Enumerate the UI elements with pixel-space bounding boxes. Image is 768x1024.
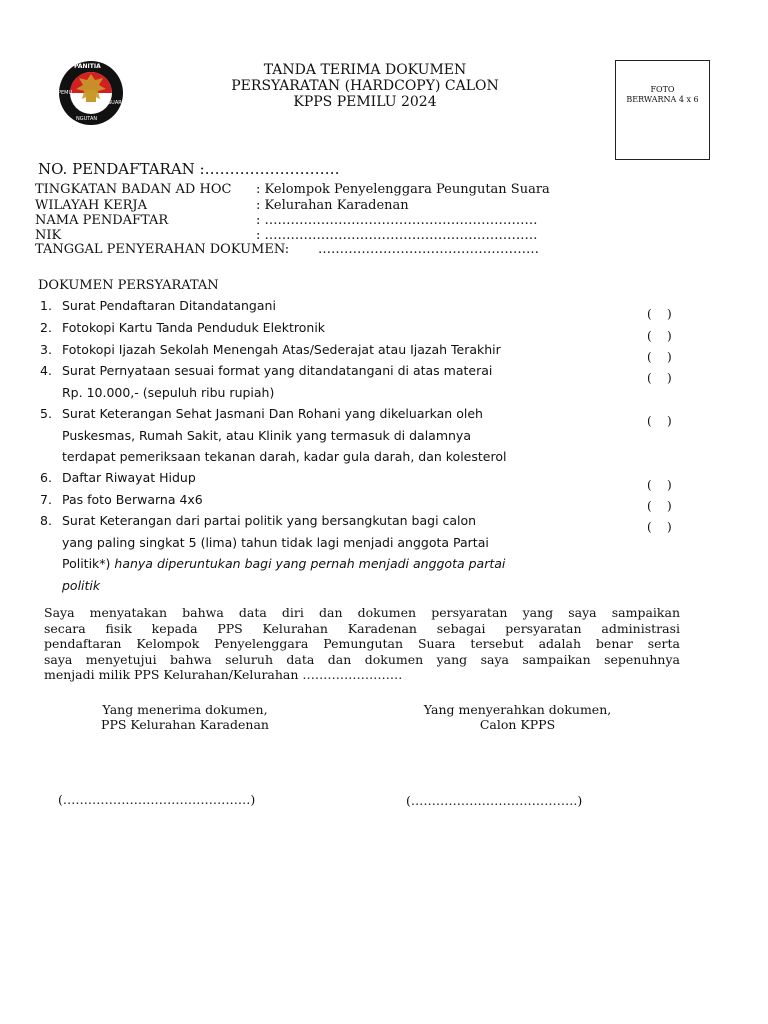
item-number: 4. [40,363,52,378]
registration-number: NO. PENDAFTARAN :……………………… [38,160,340,178]
logo-text: NGUTAN [76,116,98,122]
kpu-logo [58,60,124,126]
info-label: TINGKATAN BADAN AD HOC [35,182,232,197]
info-row [0,183,700,198]
statement-line: Saya menyatakan bahwa data diri dan dokumen persyaratan yang saya sampaikan [44,605,680,620]
item-number: 2. [40,320,52,335]
item-text: Puskesmas, Rumah Sakit, atau Klinik yang termasuk di dalamnya [62,428,471,443]
item-number: 5. [40,406,52,421]
item-number: 6. [40,470,52,485]
info-value: …………………………………………… [318,242,539,257]
documents-heading: DOKUMEN PERSYARATAN [38,278,219,293]
item-text: Surat Pernyataan sesuai format yang ditandatangani di atas materai [62,363,493,378]
item-text [62,556,505,571]
statement-paragraph [44,605,680,683]
checkbox[interactable]: ( ) [647,520,672,534]
submitter-signature-blank[interactable]: (………………………………….) [406,793,583,808]
title-line: KPPS PEMILU 2024 [293,94,437,110]
item-note-italic: politik [62,578,101,593]
item-note-italic: hanya diperuntukan bagi yang pernah menjadi anggota partai [114,556,506,571]
item-text: yang paling singkat 5 (lima) tahun tidak lagi menjadi anggota Partai [62,535,489,550]
item-number: 7. [40,492,52,507]
item-text: Fotokopi Ijazah Sekolah Menengah Atas/Sederajat atau Ijazah Terakhir [62,342,501,357]
info-label: NIK [35,228,62,243]
checkbox[interactable]: ( ) [647,307,672,321]
item-text-normal: Politik*) [62,556,115,571]
info-row [0,243,700,258]
signature-role: Yang menerima dokumen, [102,702,268,717]
signature-name: PPS Kelurahan Karadenan [101,717,269,732]
receiver-signature-blank[interactable]: (………………………………………) [58,792,256,807]
photo-box-label [616,85,709,105]
item-text: Surat Keterangan Sehat Jasmani Dan Rohani yang dikeluarkan oleh [62,406,483,421]
checkbox[interactable]: ( ) [647,499,672,513]
item-number: 1. [40,298,52,313]
item-text: Fotokopi Kartu Tanda Penduduk Elektronik [62,320,326,335]
photo-label-line: BERWARNA 4 x 6 [626,95,699,104]
checkbox[interactable]: ( ) [647,350,672,364]
statement-line: pendaftaran Kelompok Penyelenggara Pemungutan Suara tersebut adalah benar serta [44,636,680,651]
logo-text: PEMU [58,90,73,96]
submitter-signature [395,702,640,732]
statement-line: menjadi milik PPS Kelurahan/Kelurahan …………………… [44,667,403,682]
item-text: Daftar Riwayat Hidup [62,470,196,485]
logo-text: PANITIA [74,63,101,70]
item-text: Rp. 10.000,- (sepuluh ribu rupiah) [62,385,275,400]
checkbox[interactable]: ( ) [647,414,672,428]
checkbox[interactable]: ( ) [647,478,672,492]
item-number: 8. [40,513,52,528]
title-line: TANDA TERIMA DOKUMEN [263,62,467,78]
item-text: Surat Keterangan dari partai politik yang bersangkutan bagi calon [62,513,477,528]
statement-line: secara fisik kepada PPS Kelurahan Karadenan sebagai persyaratan administrasi [44,620,680,636]
checkbox[interactable]: ( ) [647,329,672,343]
info-value: : ……………………………………………………… [256,213,538,228]
signature-name: Calon KPPS [479,717,556,732]
item-text: Pas foto Berwarna 4x6 [62,492,203,507]
info-row [0,214,700,229]
receiver-signature [70,702,300,732]
title-line: PERSYARATAN (HARDCOPY) CALON [231,78,499,94]
info-label: NAMA PENDAFTAR [35,213,169,228]
photo-label-line: FOTO [650,85,675,94]
photo-box [615,60,710,160]
statement-line: saya menyetujui bahwa seluruh data dan dokumen yang saya sampaikan sepenuhnya [44,651,680,667]
item-text: Surat Pendaftaran Ditandatangani [62,298,276,313]
document-title [150,62,580,110]
checkbox[interactable]: ( ) [647,371,672,385]
item-text: terdapat pemeriksaan tekanan darah, kadar gula darah, dan kolesterol [62,449,507,464]
info-value: : Kelompok Penyelenggara Peungutan Suara [256,182,550,197]
info-value: : ……………………………………………………… [256,228,538,243]
item-number: 3. [40,342,52,357]
info-value: : Kelurahan Karadenan [256,198,409,213]
logo-text: SUARA [108,100,125,106]
info-row [0,199,700,214]
info-label: TANGGAL PENYERAHAN DOKUMEN: [35,242,290,257]
signature-role: Yang menyerahkan dokumen, [423,702,612,717]
info-label: WILAYAH KERJA [35,198,148,213]
